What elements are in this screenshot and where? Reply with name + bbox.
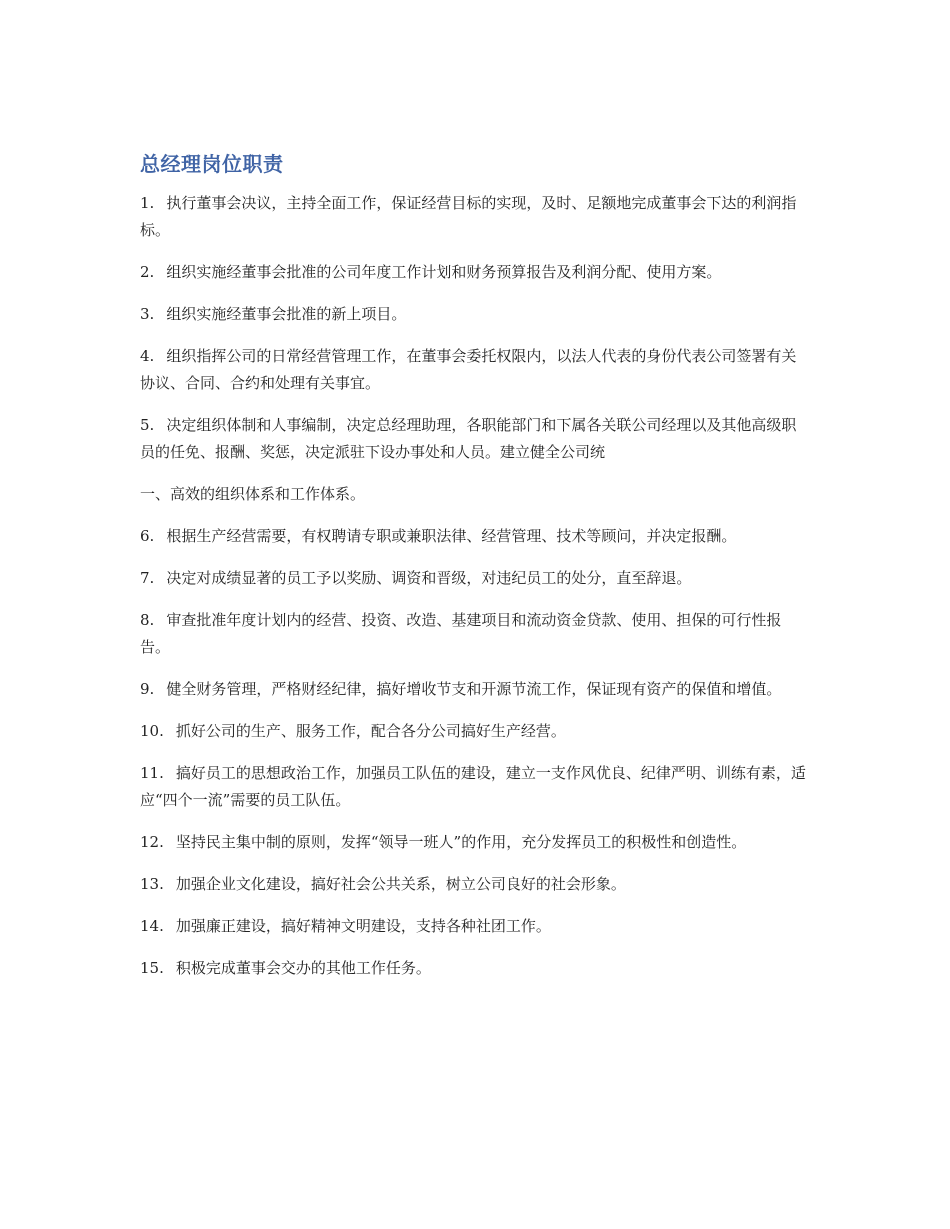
item-text: 加强廉正建设，搞好精神文明建设，支持各种社团工作。 <box>175 917 551 935</box>
item-number: 7. <box>140 569 155 587</box>
duty-item-12 <box>140 829 808 856</box>
duty-item-5-continued <box>140 481 808 508</box>
item-number: 8. <box>140 611 155 629</box>
document-page <box>140 150 808 997</box>
item-number: 5. <box>140 416 155 434</box>
item-text: 组织实施经董事会批准的新上项目。 <box>166 305 407 323</box>
duty-item-15 <box>140 955 808 982</box>
item-text: 审查批准年度计划内的经营、投资、改造、基建项目和流动资金贷款、使用、担保的可行性报告。 <box>140 611 782 656</box>
item-text: 根据生产经营需要，有权聘请专职或兼职法律、经营管理、技术等顾问，并决定报酬。 <box>166 527 737 545</box>
duty-item-4 <box>140 343 808 397</box>
item-text: 组织实施经董事会批准的公司年度工作计划和财务预算报告及利润分配、使用方案。 <box>166 263 722 281</box>
item-number: 6. <box>140 527 155 545</box>
item-number: 10. <box>140 722 164 740</box>
duty-item-1 <box>140 190 808 244</box>
item-number: 9. <box>140 680 155 698</box>
item-number: 11. <box>140 764 164 782</box>
item-number: 12. <box>140 833 164 851</box>
item-text: 组织指挥公司的日常经营管理工作，在董事会委托权限内，以法人代表的身份代表公司签署有关协议、合同、合约和处理有关事宜。 <box>140 347 797 392</box>
item-text: 执行董事会决议，主持全面工作，保证经营目标的实现，及时、足额地完成董事会下达的利润指标。 <box>140 194 797 239</box>
item-number: 3. <box>140 305 155 323</box>
item-number: 4. <box>140 347 155 365</box>
item-number: 1. <box>140 194 155 212</box>
item-text: 搞好员工的思想政治工作，加强员工队伍的建设，建立一支作风优良、纪律严明、训练有素，适应“四个一流”需要的员工队伍。 <box>140 764 806 809</box>
item-number: 13. <box>140 875 164 893</box>
item-text: 积极完成董事会交办的其他工作任务。 <box>175 959 431 977</box>
item-text: 健全财务管理，严格财经纪律，搞好增收节支和开源节流工作，保证现有资产的保值和增值。 <box>166 680 782 698</box>
duty-item-3 <box>140 301 808 328</box>
duty-item-11 <box>140 760 808 814</box>
duty-item-14 <box>140 913 808 940</box>
duty-item-2 <box>140 259 808 286</box>
item-text: 抓好公司的生产、服务工作，配合各分公司搞好生产经营。 <box>175 722 566 740</box>
duty-item-6 <box>140 523 808 550</box>
duty-item-7 <box>140 565 808 592</box>
page-title: 总经理岗位职责 <box>140 152 284 176</box>
item-number: 2. <box>140 263 155 281</box>
item-text: 加强企业文化建设，搞好社会公共关系，树立公司良好的社会形象。 <box>175 875 626 893</box>
item-text: 坚持民主集中制的原则，发挥“领导一班人”的作用，充分发挥员工的积极性和创造性。 <box>175 833 747 851</box>
duty-item-10 <box>140 718 808 745</box>
item-text: 决定组织体制和人事编制，决定总经理助理，各职能部门和下属各关联公司经理以及其他高级职员的任免、报酬、奖惩，决定派驻下设办事处和人员。建立健全公司统 <box>140 416 797 461</box>
duty-item-8 <box>140 607 808 661</box>
item-text: 决定对成绩显著的员工予以奖励、调资和晋级，对违纪员工的处分，直至辞退。 <box>166 569 692 587</box>
item-number: 15. <box>140 959 164 977</box>
duty-item-13 <box>140 871 808 898</box>
duty-item-5 <box>140 412 808 466</box>
item-text: 一、高效的组织体系和工作体系。 <box>140 485 366 503</box>
item-number: 14. <box>140 917 164 935</box>
duty-item-9 <box>140 676 808 703</box>
